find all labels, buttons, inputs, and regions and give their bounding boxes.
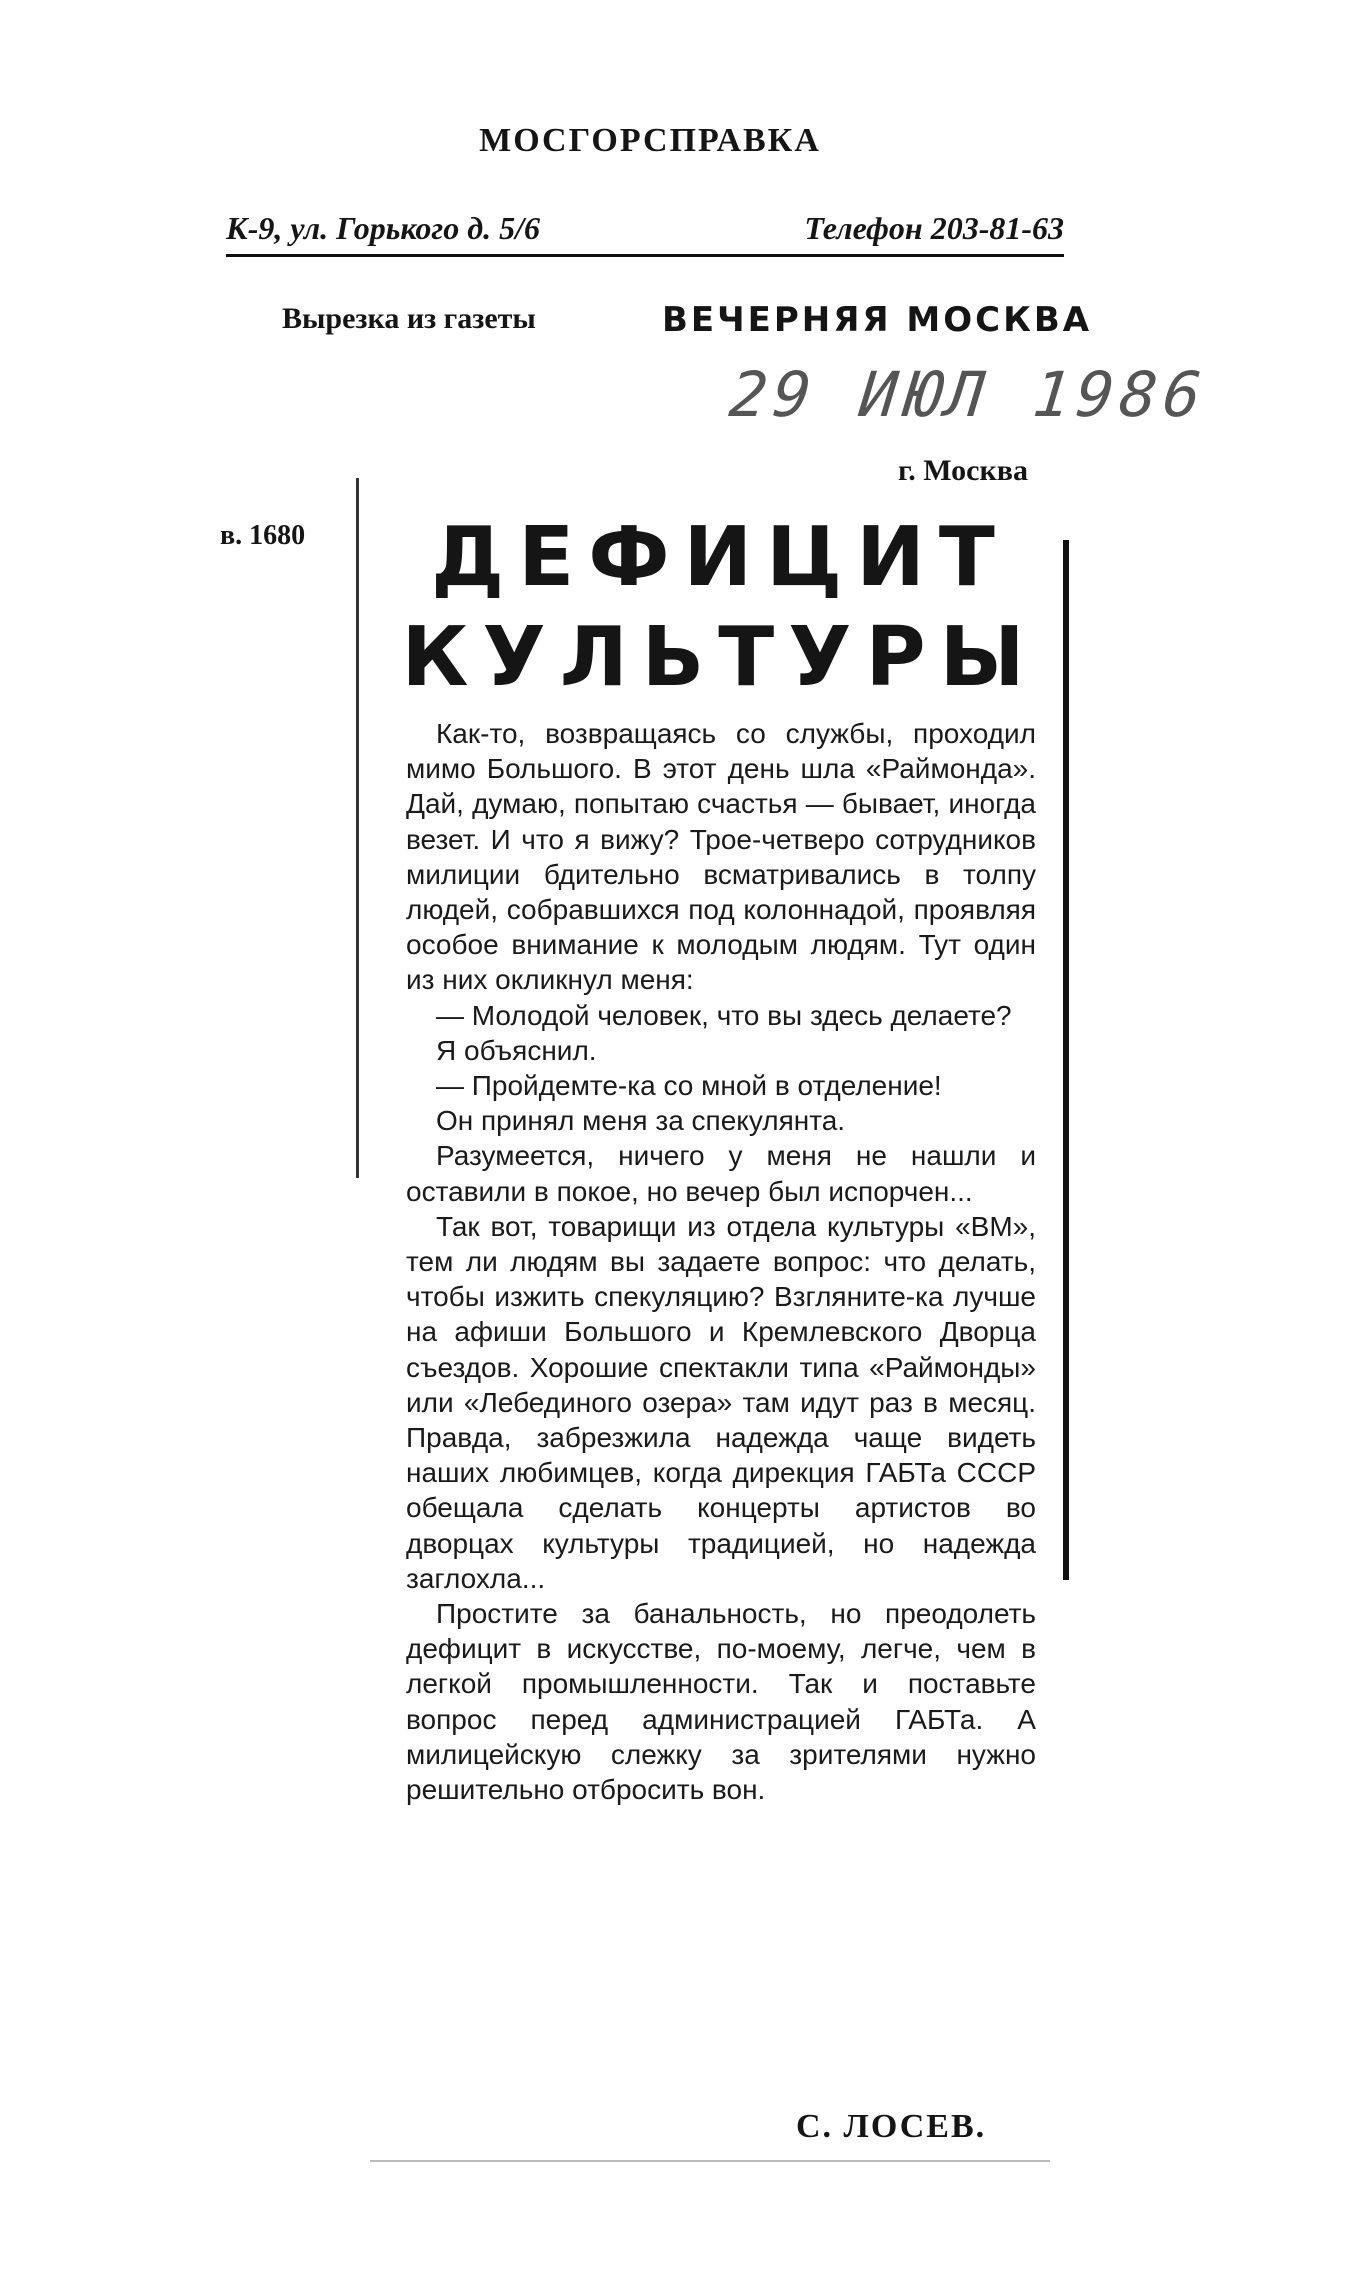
agency-address: К-9, ул. Горького д. 5/6 [226,210,540,246]
bottom-rule [370,2160,1050,2162]
article-body [406,716,1036,1807]
article-paragraph: Я объяснил. [436,1034,597,1066]
newspaper-name: ВЕЧЕРНЯЯ МОСКВА [662,300,1093,340]
headline-line-2: КУЛЬТУРЫ [401,610,1039,705]
column-rule-left [356,478,359,1178]
date-stamp: 29 ИЮЛ 1986 [726,358,1211,431]
column-rule-right [1063,540,1069,1580]
city-label: г. Москва [898,454,1028,487]
article-headline [380,508,1060,708]
article-paragraph: Он принял меня за спекулянта. [436,1105,846,1137]
article-paragraph: Разумеется, ничего у меня не нашли и оставили в покое, но вечер был испорчен... [406,1140,1036,1207]
agency-phone: Телефон 203-81-63 [804,210,1064,246]
agency-name: МОСГОРСПРАВКА [479,122,821,159]
article-paragraph: Как-то, возвращаясь со службы, проходил мимо Большого. В этот день шла «Раймонда». Дай, думаю, попытаю счастья — бывает, иногда везет. И что я вижу? Трое-четверо сотрудников милиции бдительно всматривались в толпу людей, собравшихся под колоннадой, проявляя особое внимание к молодым людям. Тут один из них окликнул меня: [406,718,1036,996]
article-paragraph: Так вот, товарищи из отдела культуры «ВМ», тем ли людям вы задаете вопрос: что делать, чтобы изжить спекуляцию? Взгляните-ка лучше на афиши Большого и Кремлевского Дворца съездов. Хорошие спектакли типа «Раймонды» или «Лебединого озера» там идут раз в месяц. Правда, забрезжила надежда чаще видеть наших любимцев, когда дирекция ГАБТа СССР обещала сделать концерты артистов во дворцах культуры традицией, но надежда заглохла... [406,1210,1036,1594]
article-paragraph: — Пройдемте-ка со мной в отделение! [436,1070,942,1102]
headline-line-1: ДЕФИЦИТ [431,510,1009,605]
article-paragraph: — Молодой человек, что вы здесь делаете? [436,999,1012,1031]
issue-number: в. 1680 [220,520,306,551]
clip-label: Вырезка из газеты [282,302,536,335]
address-line [226,210,1064,257]
article-paragraph: Простите за банальность, но преодолеть дефицит в искусстве, по-моему, легче, чем в легкой промышленности. Так и поставьте вопрос перед администрацией ГАБТа. А милицейскую слежку за зрителями нужно решительно отбросить вон. [406,1598,1036,1806]
author-signature: С. ЛОСЕВ. [796,2108,987,2145]
